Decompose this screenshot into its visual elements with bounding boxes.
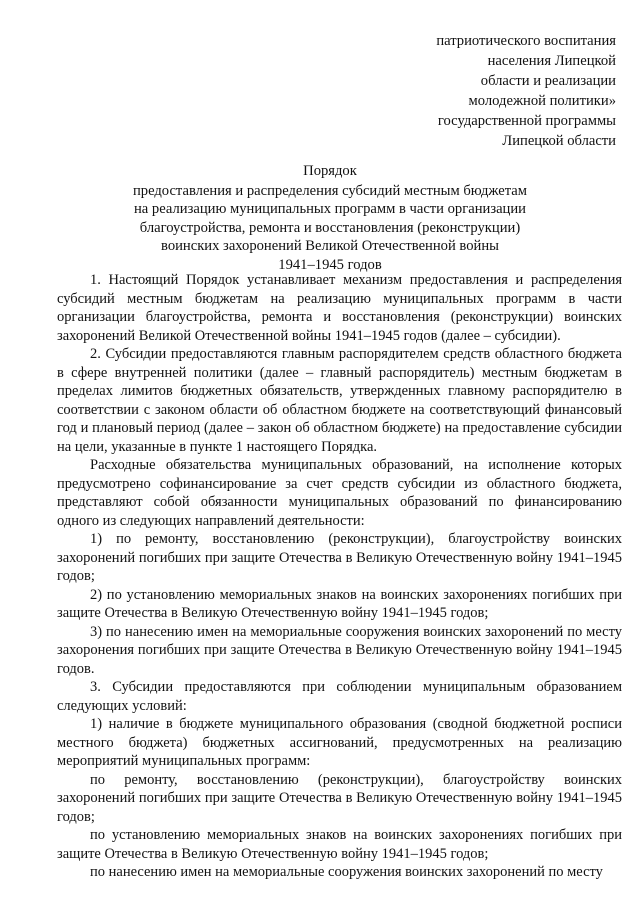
paragraph-2: 2. Субсидии предоставляются главным распорядителем средств областного бюджета в сфере внутренней политики (далее – главный распорядитель) местным бюджетам в пределах лимитов бюджетных обязательств, утвержденных главному распорядителю в соответствии с законом области об областном бюджете на соответствующий финансовый год и плановый период (далее – закон об областном бюджете) на предоставление субсидии на цели, указанные в пункте 1 настоящего Порядка. [57,346,622,455]
list-item-3: 3) по нанесению имен на мемориальные сооружения воинских захоронений по месту захоронения погибших при защите Отечества в Великую Отечественную войну 1941–1945 годов. [57,623,622,677]
title-line: воинских захоронений Великой Отечественной войны [161,238,499,255]
condition-subitem: по нанесению имен на мемориальные сооружения воинских захоронений по месту [90,864,603,880]
header-line: населения Липецкой [487,53,616,69]
paragraph-expenditure: Расходные обязательства муниципальных образований, на исполнение которых предусмотрено софинансирование за счет средств субсидии из областного бюджета, представляют собой обязанности муниципальных образований по финансированию одного из следующих направлений деятельности: [57,457,622,529]
header-line: молодежной политики» [468,93,616,109]
condition-item-1: 1) наличие в бюджете муниципального образования (сводной бюджетной росписи местного бюджета) бюджетных ассигнований, предусмотренных на реализацию мероприятий муниципальных программ: [57,716,622,769]
header-line: области и реализации [480,73,616,89]
document-body [57,271,622,882]
header-line: Липецкой области [502,133,616,149]
paragraph-1: 1. Настоящий Порядок устанавливает механизм предоставления и распределения субсидий местным бюджетам на реализацию муниципальных программ в части организации благоустройства, ремонта и восстановления (реконструкции) воинских захоронений Великой Отечественной войны 1941–1945 годов (далее – субсидии). [57,272,622,344]
header-block [356,31,616,151]
title-main: Порядок [303,163,357,179]
title-line: предоставления и распределения субсидий местным бюджетам [132,182,528,199]
title-line: на реализацию муниципальных программ в части организации [134,201,526,218]
document-title [60,162,600,275]
condition-subitem: по установлению мемориальных знаков на воинских захоронениях погибших при защите Отечества в Великую Отечественную войну 1941–1945 годов; [57,827,622,862]
header-line: патриотического воспитания [436,33,616,49]
condition-subitem: по ремонту, восстановлению (реконструкции), благоустройству воинских захоронений погибших при защите Отечества в Великую Отечественную войну 1941–1945 годов; [57,771,622,825]
title-line: благоустройства, ремонта и восстановления (реконструкции) [139,219,521,236]
list-item-2: 2) по установлению мемориальных знаков на воинских захоронениях погибших при защите Отечества в Великую Отечественную войну 1941–1945 годов; [57,586,622,621]
paragraph-3: 3. Субсидии предоставляются при соблюдении муниципальным образованием следующих условий: [57,679,622,714]
list-item-1: 1) по ремонту, восстановлению (реконструкции), благоустройству воинских захоронений погибших при защите Отечества в Великую Отечественную войну 1941–1945 годов; [57,531,622,584]
header-line: государственной программы [437,113,616,129]
title-line: 1941–1945 годов [278,256,382,273]
